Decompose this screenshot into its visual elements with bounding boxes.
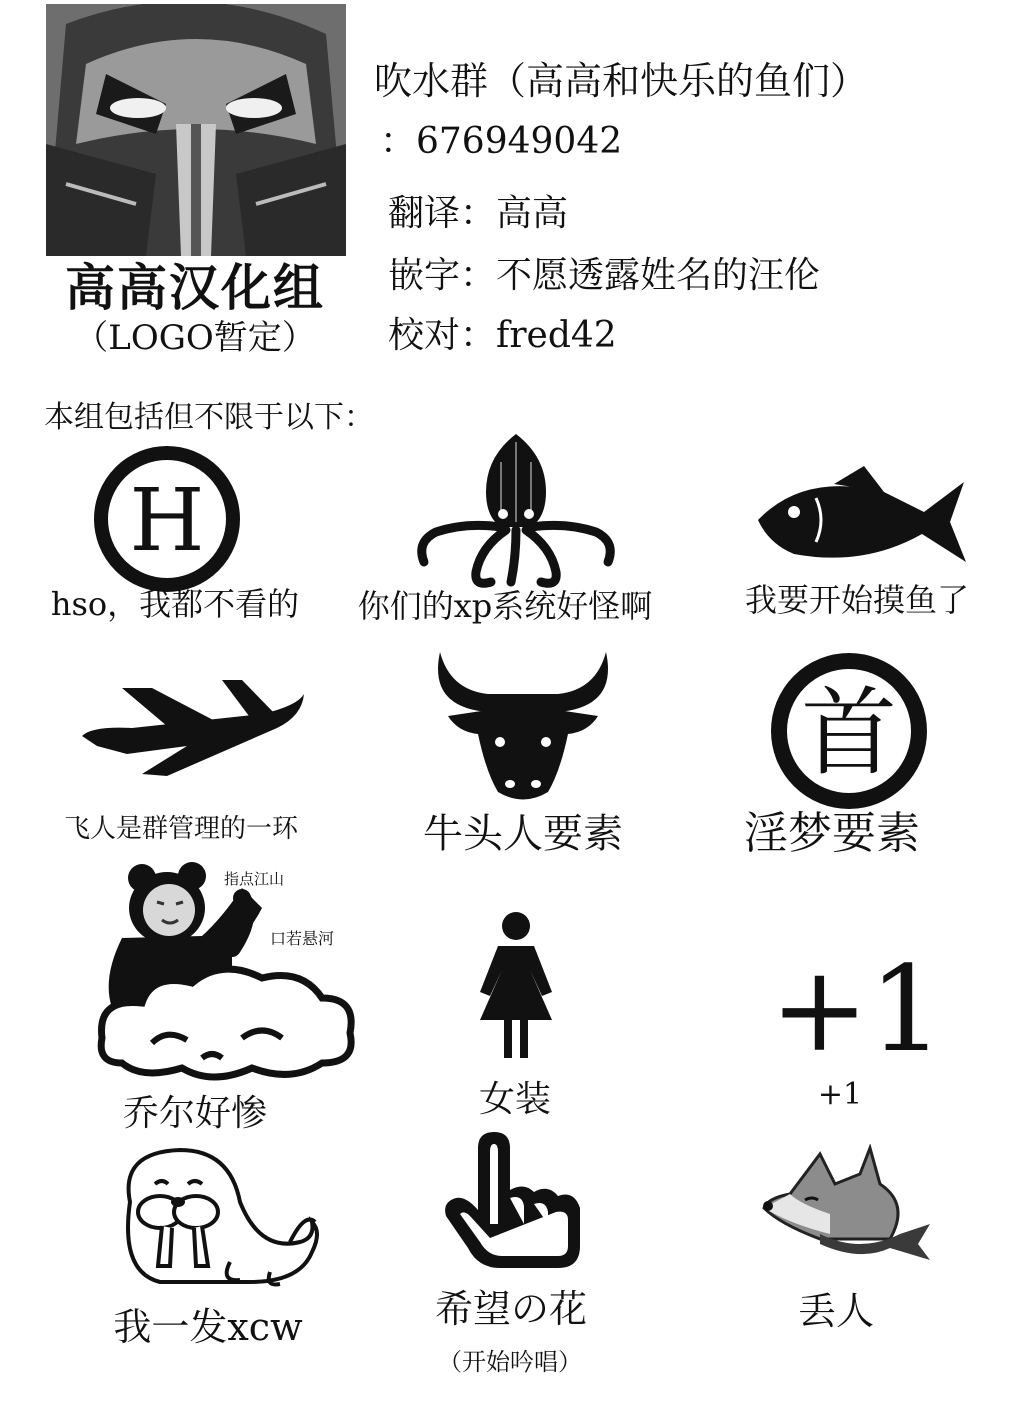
item-caption: 淫梦要素 <box>744 808 920 859</box>
shiba-dog-icon <box>760 1144 930 1264</box>
item-caption: 乔尔好惨 <box>122 1093 267 1134</box>
speech-bubble-bottom: 口若悬河 <box>270 929 335 948</box>
hotel-h-circle-icon <box>92 444 242 594</box>
pointing-hand-icon <box>438 1128 588 1278</box>
group-name: 高高汉化组 <box>65 259 325 317</box>
item-caption: +1 <box>817 1077 863 1112</box>
item-caption: 飞人是群管理的一环 <box>63 814 298 844</box>
group-number: ：676949042 <box>380 121 623 162</box>
group-logo-image <box>46 4 346 256</box>
credit-translation: 翻译：高高 <box>388 193 569 234</box>
fish-icon <box>754 462 968 572</box>
item-caption: 我要开始摸鱼了 <box>744 581 969 619</box>
item-caption: 希望の花 <box>434 1287 587 1331</box>
bull-head-icon <box>428 652 618 802</box>
item-subcaption: （开始吟唱） <box>438 1348 582 1376</box>
item-caption: 我一发xcw <box>113 1305 303 1349</box>
logo-note: （LOGO暂定） <box>74 318 316 358</box>
circle-character-icon <box>768 650 930 812</box>
item-caption: 丢人 <box>797 1289 874 1333</box>
credit-proofreading: 校对：fred42 <box>388 315 617 356</box>
hotel-h-letter: H <box>129 471 205 571</box>
item-caption: 你们的xp系统好怪啊 <box>357 587 653 625</box>
octopus-icon <box>406 432 626 592</box>
chat-group-name: 吹水群（高高和快乐的鱼们） <box>374 59 869 103</box>
item-caption: 女装 <box>478 1079 551 1120</box>
walrus-icon <box>100 1142 320 1302</box>
panda-meme-icon <box>92 858 362 1088</box>
circle-character-glyph: 首 <box>801 677 897 789</box>
plus-one-icon: +1 <box>770 940 944 1078</box>
airplane-icon <box>72 676 308 786</box>
item-caption: hso，我都不看的 <box>50 585 300 623</box>
woman-figure-icon <box>466 910 566 1060</box>
credit-typesetting: 嵌字：不愿透露姓名的汪伦 <box>388 255 821 296</box>
intro-text: 本组包括但不限于以下： <box>44 400 374 435</box>
item-caption: 牛头人要素 <box>423 811 623 857</box>
speech-bubble-top: 指点江山 <box>224 870 285 888</box>
